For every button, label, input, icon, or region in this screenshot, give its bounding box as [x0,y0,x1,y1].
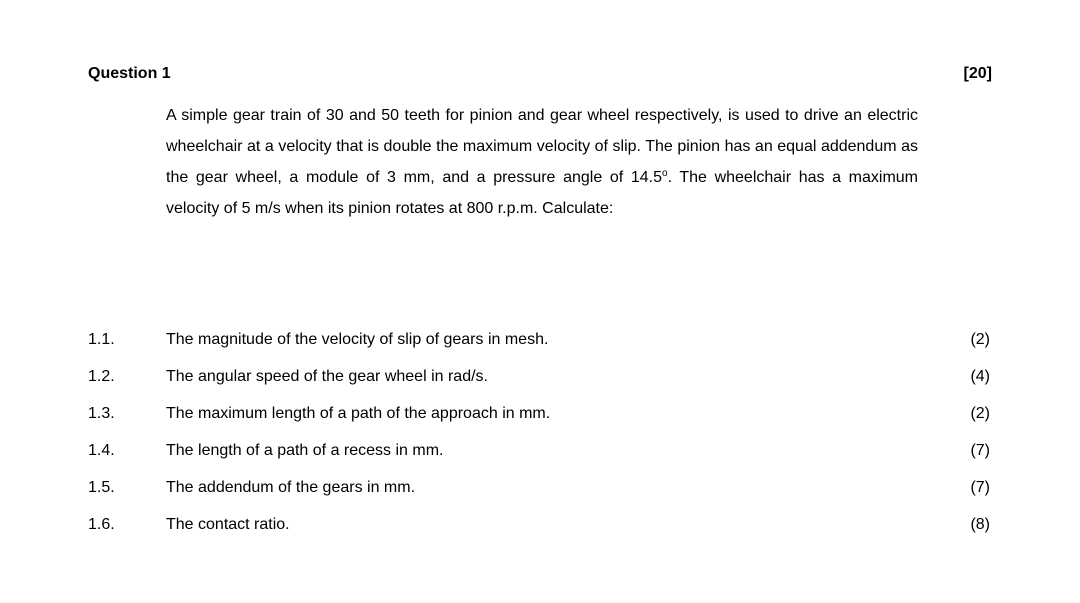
sub-question-number: 1.4. [88,442,115,459]
sub-question-marks: (4) [970,368,990,385]
sub-question-list [88,326,992,548]
sub-question [88,511,992,548]
sub-question-number: 1.3. [88,405,115,422]
sub-question-number: 1.6. [88,516,115,533]
sub-question-marks: (8) [970,516,990,533]
sub-question-text: The addendum of the gears in mm. [166,479,416,496]
question-header [88,63,992,85]
intro-text-part-2: . The wheelchair has a maximum velocity of 5 m/s when its pinion rotates at 800 r.p.m. Calculate: [166,169,919,217]
question-title: Question 1 [88,65,171,82]
sub-question [88,400,992,437]
sub-question-number: 1.1. [88,331,115,348]
sub-question-text: The maximum length of a path of the approach in mm. [166,405,551,422]
sub-question [88,474,992,511]
sub-question [88,326,992,363]
question-total-marks: [20] [963,65,992,82]
sub-question [88,363,992,400]
question-intro [166,100,918,224]
sub-question-text: The angular speed of the gear wheel in rad/s. [166,368,488,385]
sub-question [88,437,992,474]
sub-question-number: 1.2. [88,368,115,385]
intro-text-part-1: A simple gear train of 30 and 50 teeth for pinion and gear wheel respectively, is used to drive an electric wheelchair at a velocity that is double the maximum velocity of slip. The pinion has an equal addendum as the gear wheel, a module of 3 mm, and a pressure angle of 14.5 [166,107,918,186]
sub-question-text: The contact ratio. [166,516,290,533]
sub-question-text: The magnitude of the velocity of slip of gears in mesh. [166,331,549,348]
sub-question-marks: (2) [970,405,990,422]
sub-question-number: 1.5. [88,479,115,496]
sub-question-marks: (7) [970,479,990,496]
sub-question-marks: (7) [970,442,990,459]
degree-superscript: o [662,168,668,179]
sub-question-text: The length of a path of a recess in mm. [166,442,444,459]
sub-question-marks: (2) [970,331,990,348]
